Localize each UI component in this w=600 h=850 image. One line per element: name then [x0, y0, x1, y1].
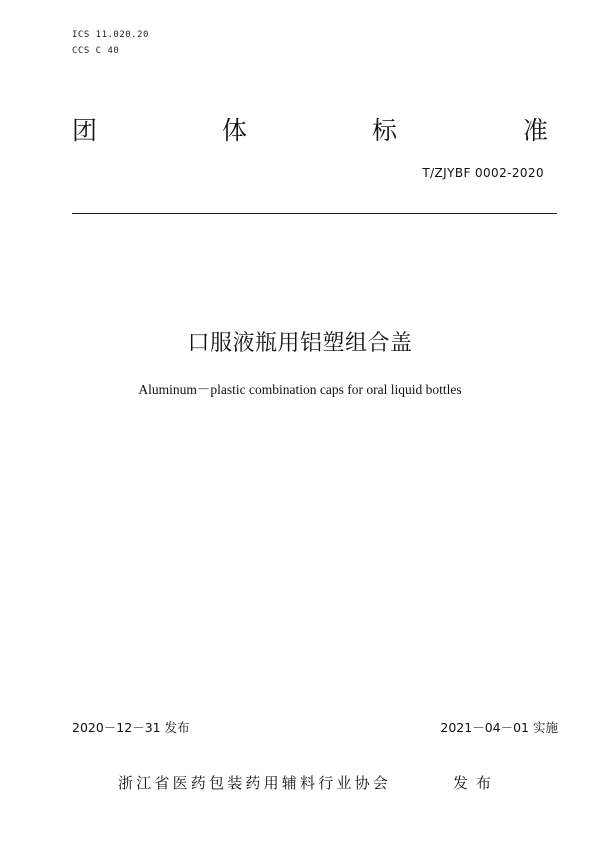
doc-type-char: 准 [523, 116, 549, 145]
publish-label: 发布 [453, 774, 500, 792]
doc-type-char: 标 [372, 116, 398, 145]
header-divider [72, 213, 557, 214]
publish-date: 2020－12－31 发布 [72, 720, 190, 735]
ics-code: ICS 11.020.20 [72, 30, 149, 40]
document-title-en: Aluminum－plastic combination caps for oral liquid bottles [138, 382, 462, 397]
standard-code: T/ZJYBF 0002-2020 [422, 166, 544, 180]
doc-type-char: 团 [72, 116, 98, 145]
ccs-code: CCS C 40 [72, 46, 120, 56]
publisher-name: 浙江省医药包装药用辅料行业协会 [118, 774, 392, 792]
document-title-cn: 口服液瓶用铝塑组合盖 [187, 331, 413, 356]
implement-date: 2021－04－01 实施 [440, 720, 558, 735]
doc-type-char: 体 [222, 116, 248, 145]
